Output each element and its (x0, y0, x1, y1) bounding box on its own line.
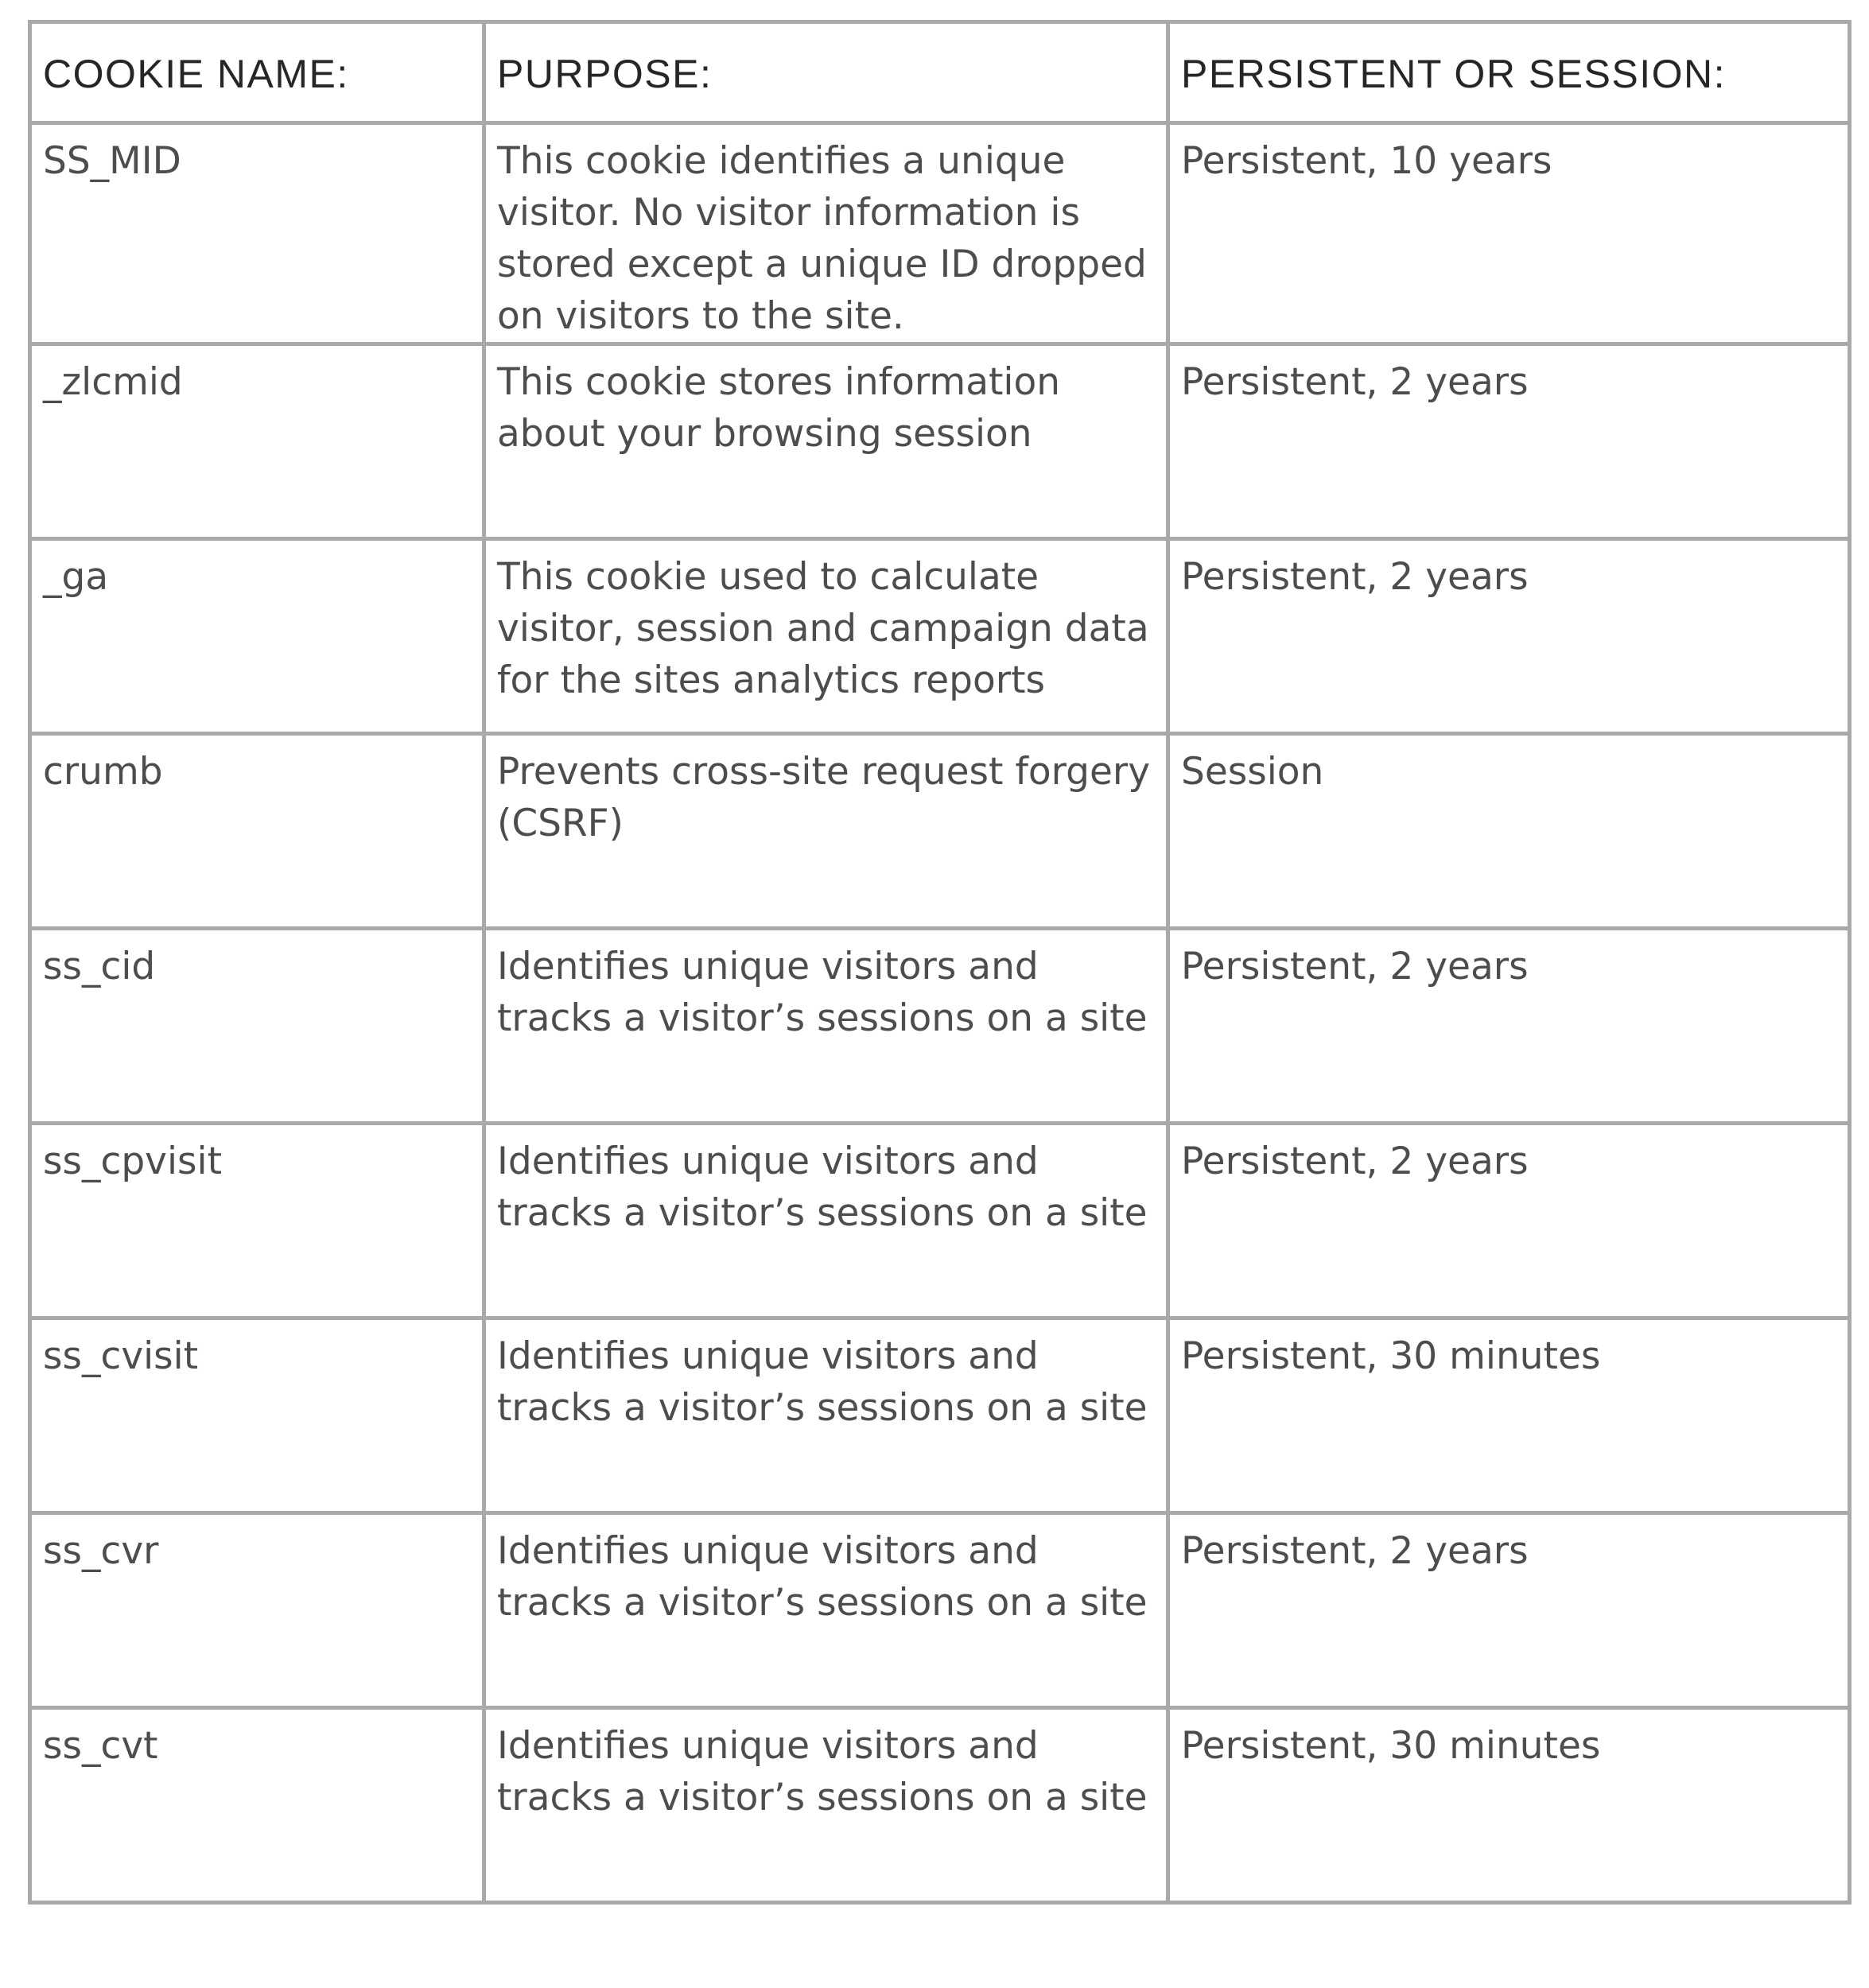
table-row (30, 1318, 1850, 1513)
purpose-cell: Identifies unique visitors and tracks a visitor’s sessions on a site (484, 1318, 1168, 1513)
table-row (30, 1513, 1850, 1708)
cookie-name-cell: ss_cvisit (30, 1318, 484, 1513)
cookie-name-cell: ss_cpvisit (30, 1124, 484, 1318)
table-row (30, 1708, 1850, 1903)
table-row (30, 734, 1850, 929)
table-row (30, 929, 1850, 1124)
cookie-name-cell: ss_cvr (30, 1513, 484, 1708)
duration-cell: Persistent, 2 years (1168, 1513, 1850, 1708)
purpose-cell: This cookie used to calculate visitor, session and campaign data for the sites analytics reports (484, 539, 1168, 734)
duration-cell: Persistent, 10 years (1168, 123, 1850, 344)
header-row (30, 22, 1850, 123)
cookie-name-cell: crumb (30, 734, 484, 929)
table-row (30, 1124, 1850, 1318)
header-cookie-name: COOKIE NAME: (30, 22, 484, 123)
cookie-table (28, 20, 1852, 1905)
purpose-cell: Identifies unique visitors and tracks a visitor’s sessions on a site (484, 1124, 1168, 1318)
header-persistent-or-session: PERSISTENT OR SESSION: (1168, 22, 1850, 123)
cookie-name-cell: _ga (30, 539, 484, 734)
header-purpose: PURPOSE: (484, 22, 1168, 123)
purpose-cell: This cookie identifies a unique visitor. No visitor information is stored except a unique ID dropped on visitors to the site. (484, 123, 1168, 344)
duration-cell: Persistent, 2 years (1168, 929, 1850, 1124)
purpose-cell: This cookie stores information about your browsing session (484, 344, 1168, 539)
cookie-name-cell: ss_cvt (30, 1708, 484, 1903)
purpose-cell: Prevents cross-site request forgery (CSRF) (484, 734, 1168, 929)
duration-cell: Persistent, 30 minutes (1168, 1708, 1850, 1903)
cookie-name-cell: ss_cid (30, 929, 484, 1124)
cookie-name-cell: _zlcmid (30, 344, 484, 539)
cookie-name-cell: SS_MID (30, 123, 484, 344)
purpose-cell: Identifies unique visitors and tracks a visitor’s sessions on a site (484, 1513, 1168, 1708)
duration-cell: Persistent, 2 years (1168, 539, 1850, 734)
purpose-cell: Identifies unique visitors and tracks a visitor’s sessions on a site (484, 1708, 1168, 1903)
table-row (30, 123, 1850, 344)
table-row (30, 539, 1850, 734)
purpose-cell: Identifies unique visitors and tracks a visitor’s sessions on a site (484, 929, 1168, 1124)
duration-cell: Session (1168, 734, 1850, 929)
duration-cell: Persistent, 2 years (1168, 344, 1850, 539)
table-body (30, 123, 1850, 1903)
duration-cell: Persistent, 2 years (1168, 1124, 1850, 1318)
table-row (30, 344, 1850, 539)
table-header (30, 22, 1850, 123)
duration-cell: Persistent, 30 minutes (1168, 1318, 1850, 1513)
